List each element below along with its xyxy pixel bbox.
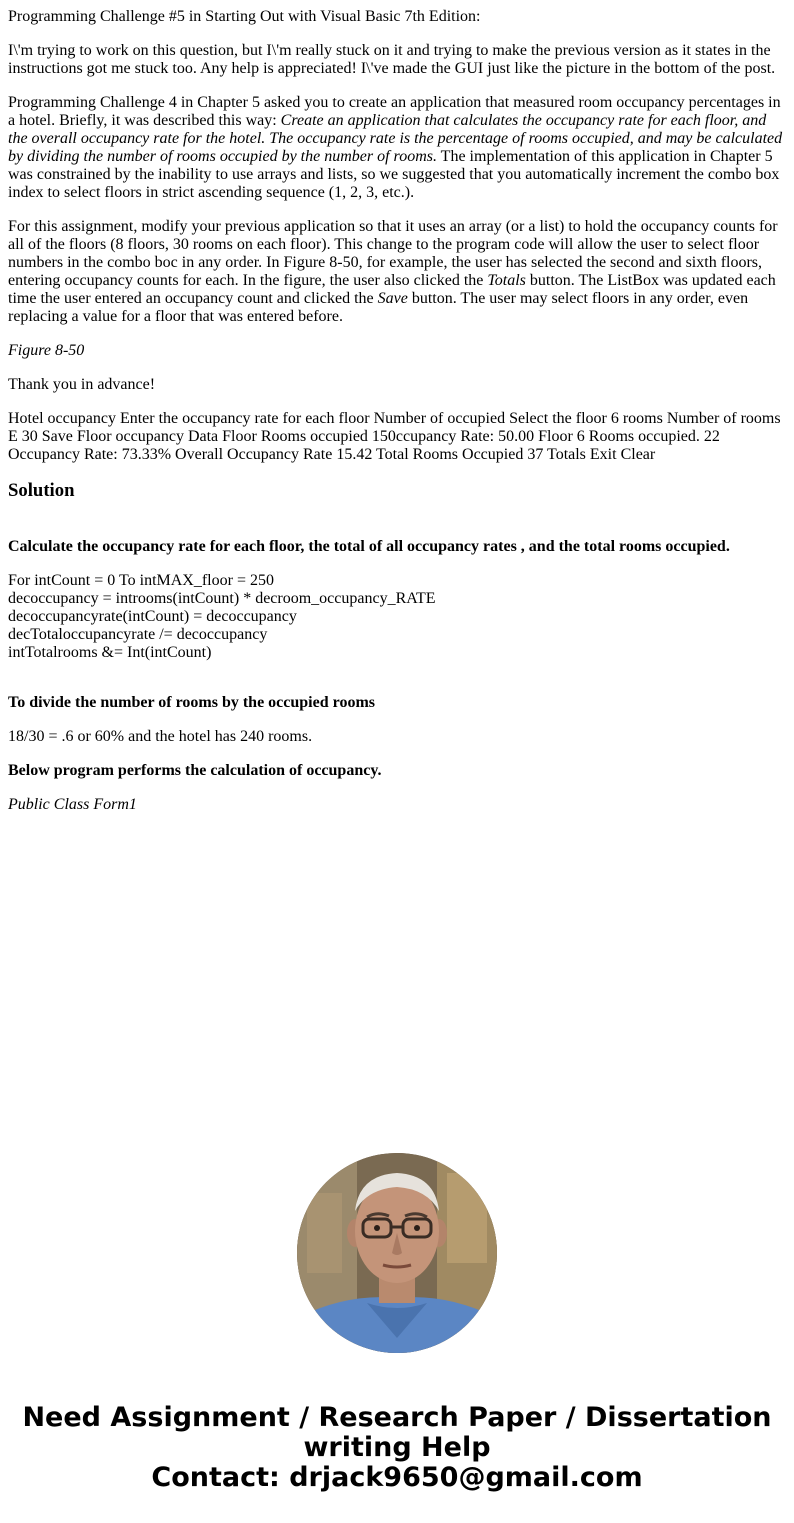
code-line: For intCount = 0 To intMAX_floor = 250 xyxy=(8,572,274,589)
solution-heading: Solution xyxy=(8,480,75,501)
example-calculation: 18/30 = .6 or 60% and the hotel has 240 rooms. xyxy=(8,728,313,745)
save-term: Save xyxy=(377,290,408,307)
code-line: decoccupancy = introoms(intCount) * decroom_occupancy_RATE xyxy=(8,590,436,607)
question-title: Programming Challenge #5 in Starting Out with Visual Basic 7th Edition: xyxy=(8,8,481,25)
step-2-heading: To divide the number of rooms by the occupied rooms xyxy=(8,694,375,711)
avatar-illustration xyxy=(297,1153,497,1353)
ad-contact-email: Contact: drjack9650@gmail.com xyxy=(151,1462,643,1493)
challenge-4-quote: Create an application that calculates the occupancy rate for each floor, and the overall occupancy rate for the hotel. The occupancy rate is the percentage of rooms occupied, and may be calculated by dividing the number of rooms occupied by the number of rooms. xyxy=(8,112,783,165)
ad-line-2: writing Help xyxy=(303,1432,491,1463)
code-line: decTotaloccupancyrate /= decoccupancy xyxy=(8,626,268,643)
question-intro: I\'m trying to work on this question, but I\'m really stuck on it and trying to make the previous version as it states in the instructions got me stuck too. Any help is appreciated! I\'ve made the GUI just like the picture in the bottom of the post. xyxy=(8,42,776,77)
challenge-4-after: The implementation of this application in Chapter 5 was constrained by the inability to use arrays and lists, so we suggested that you automatically increment the combo box index to select floors in strict ascending sequence (1, 2, 3, etc.). xyxy=(8,148,780,201)
totals-term: Totals xyxy=(487,272,526,289)
thanks-text: Thank you in advance! xyxy=(8,376,156,393)
contact-advertisement xyxy=(0,1403,794,1493)
assignment-description xyxy=(8,218,786,326)
person-photo-icon xyxy=(297,1153,497,1353)
code-start: Public Class Form1 xyxy=(8,796,137,813)
figure-text: Hotel occupancy Enter the occupancy rate for each floor Number of occupied Select the floor 6 rooms Number of rooms E 30 Save Floor occupancy Data Floor Rooms occupied 150ccupancy Rate: 50.00 Floor 6 Rooms occupied. 22 Occupancy Rate: 73.33% Overall Occupancy Rate 15.42 Total Rooms Occupied 37 Totals Exit Clear xyxy=(8,410,781,463)
assignment-part-1: For this assignment, modify your previous application so that it uses an array (or a list) to hold the occupancy counts for all of the floors (8 floors, 30 rooms on each floor). This change to the program code will allow the user to select floor numbers in the combo boc in any order. In Figure 8-50, for example, the user has selected the second and sixth floors, entering occupancy counts for each. In the figure, the user also clicked the xyxy=(8,218,778,289)
code-snippet xyxy=(8,572,786,662)
challenge-4-before: Programming Challenge 4 in Chapter 5 asked you to create an application that measured room occupancy percentages in a hotel. Briefly, it was described this way: xyxy=(8,94,781,129)
post-content xyxy=(8,8,786,830)
assignment-part-2: button. The ListBox was updated each time the user entered an occupancy count and clicked the xyxy=(8,272,776,307)
code-line: intTotalrooms &= Int(intCount) xyxy=(8,644,212,661)
step-3-heading: Below program performs the calculation of occupancy. xyxy=(8,762,382,779)
ad-line-1: Need Assignment / Research Paper / Dissertation xyxy=(22,1402,772,1433)
figure-caption: Figure 8-50 xyxy=(8,342,85,359)
code-line: decoccupancyrate(intCount) = decoccupancy xyxy=(8,608,297,625)
assignment-part-3: button. The user may select floors in any order, even replacing a value for a floor that was entered before. xyxy=(8,290,749,325)
challenge-4-description xyxy=(8,94,786,202)
blank-line xyxy=(8,520,786,538)
step-1-heading: Calculate the occupancy rate for each floor, the total of all occupancy rates , and the total rooms occupied. xyxy=(8,538,730,555)
